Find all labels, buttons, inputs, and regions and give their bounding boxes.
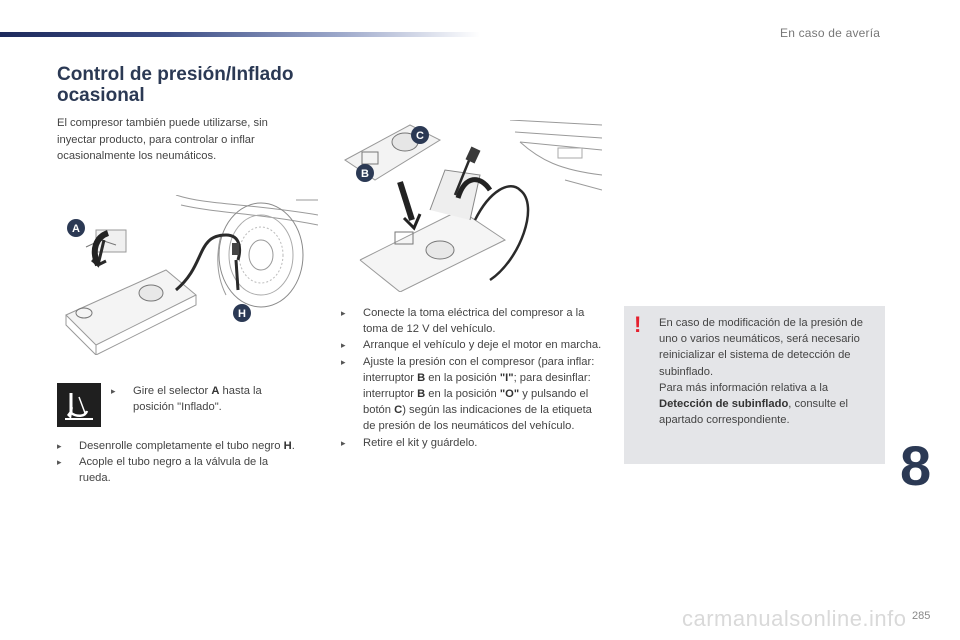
bullet-icon: ▸ — [341, 308, 346, 318]
bullet-icon: ▸ — [341, 340, 346, 351]
notice-box — [624, 306, 885, 464]
compressor-wheel-illustration — [56, 195, 318, 355]
steps-left-list — [57, 438, 302, 487]
notice-text: En caso de modificación de la presión de uno o varios neumáticos, será necesario reinicializar el sistema de detección de subinflado. Para más información relativa a la Detección de subinflado, consulte el apartado correspondiente. — [659, 317, 863, 427]
intro-paragraph: El compresor también puede utilizarse, sin inyectar producto, para controlar o inflar ocasionalmente los neumáticos. — [57, 117, 268, 162]
list-item: ▸ Conecte la toma eléctrica del compresor a la toma de 12 V del vehículo. — [341, 307, 585, 336]
steps-middle-list — [341, 305, 603, 451]
label-c: C — [416, 130, 424, 142]
bullet-icon: ▸ — [57, 441, 62, 451]
bullet-icon: ▸ — [341, 356, 346, 367]
bullet-icon: ▸ — [111, 386, 116, 396]
bullet-icon: ▸ — [57, 457, 62, 468]
warning-icon: ! — [634, 312, 642, 337]
list-item: ▸ Gire el selector A hasta la posición "Inflado". — [111, 385, 262, 414]
watermark: carmanualsonline.info — [682, 606, 907, 631]
label-h: H — [238, 308, 246, 320]
dial-icon — [57, 383, 101, 427]
label-b: B — [361, 168, 369, 180]
list-item: ▸ Retire el kit y guárdelo. — [341, 435, 603, 451]
bullet-icon: ▸ — [341, 437, 346, 448]
list-item: ▸ Arranque el vehículo y deje el motor en marcha. — [341, 337, 603, 353]
compressor-switch-illustration — [340, 120, 602, 292]
page-number: 285 — [912, 610, 931, 622]
list-item: ▸ Ajuste la presión con el compresor (para inflar: interruptor B en la posición "I"; para desinflar: interruptor B en la posición "O" y pulsando el botón C) según las indicaciones de la etiqueta de presión de los neumáticos del vehículo. — [341, 355, 595, 433]
label-a: A — [72, 223, 80, 235]
step-selector-list — [111, 383, 301, 415]
page-title: Control de presión/Inflado ocasional — [57, 64, 294, 106]
section-title: En caso de avería — [780, 26, 881, 40]
list-item: ▸ Desenrolle completamente el tubo negro H. — [57, 438, 302, 454]
list-item: ▸ Acople el tubo negro a la válvula de la rueda. — [57, 456, 269, 485]
chapter-number: 8 — [900, 434, 932, 497]
header-bar — [0, 32, 480, 37]
